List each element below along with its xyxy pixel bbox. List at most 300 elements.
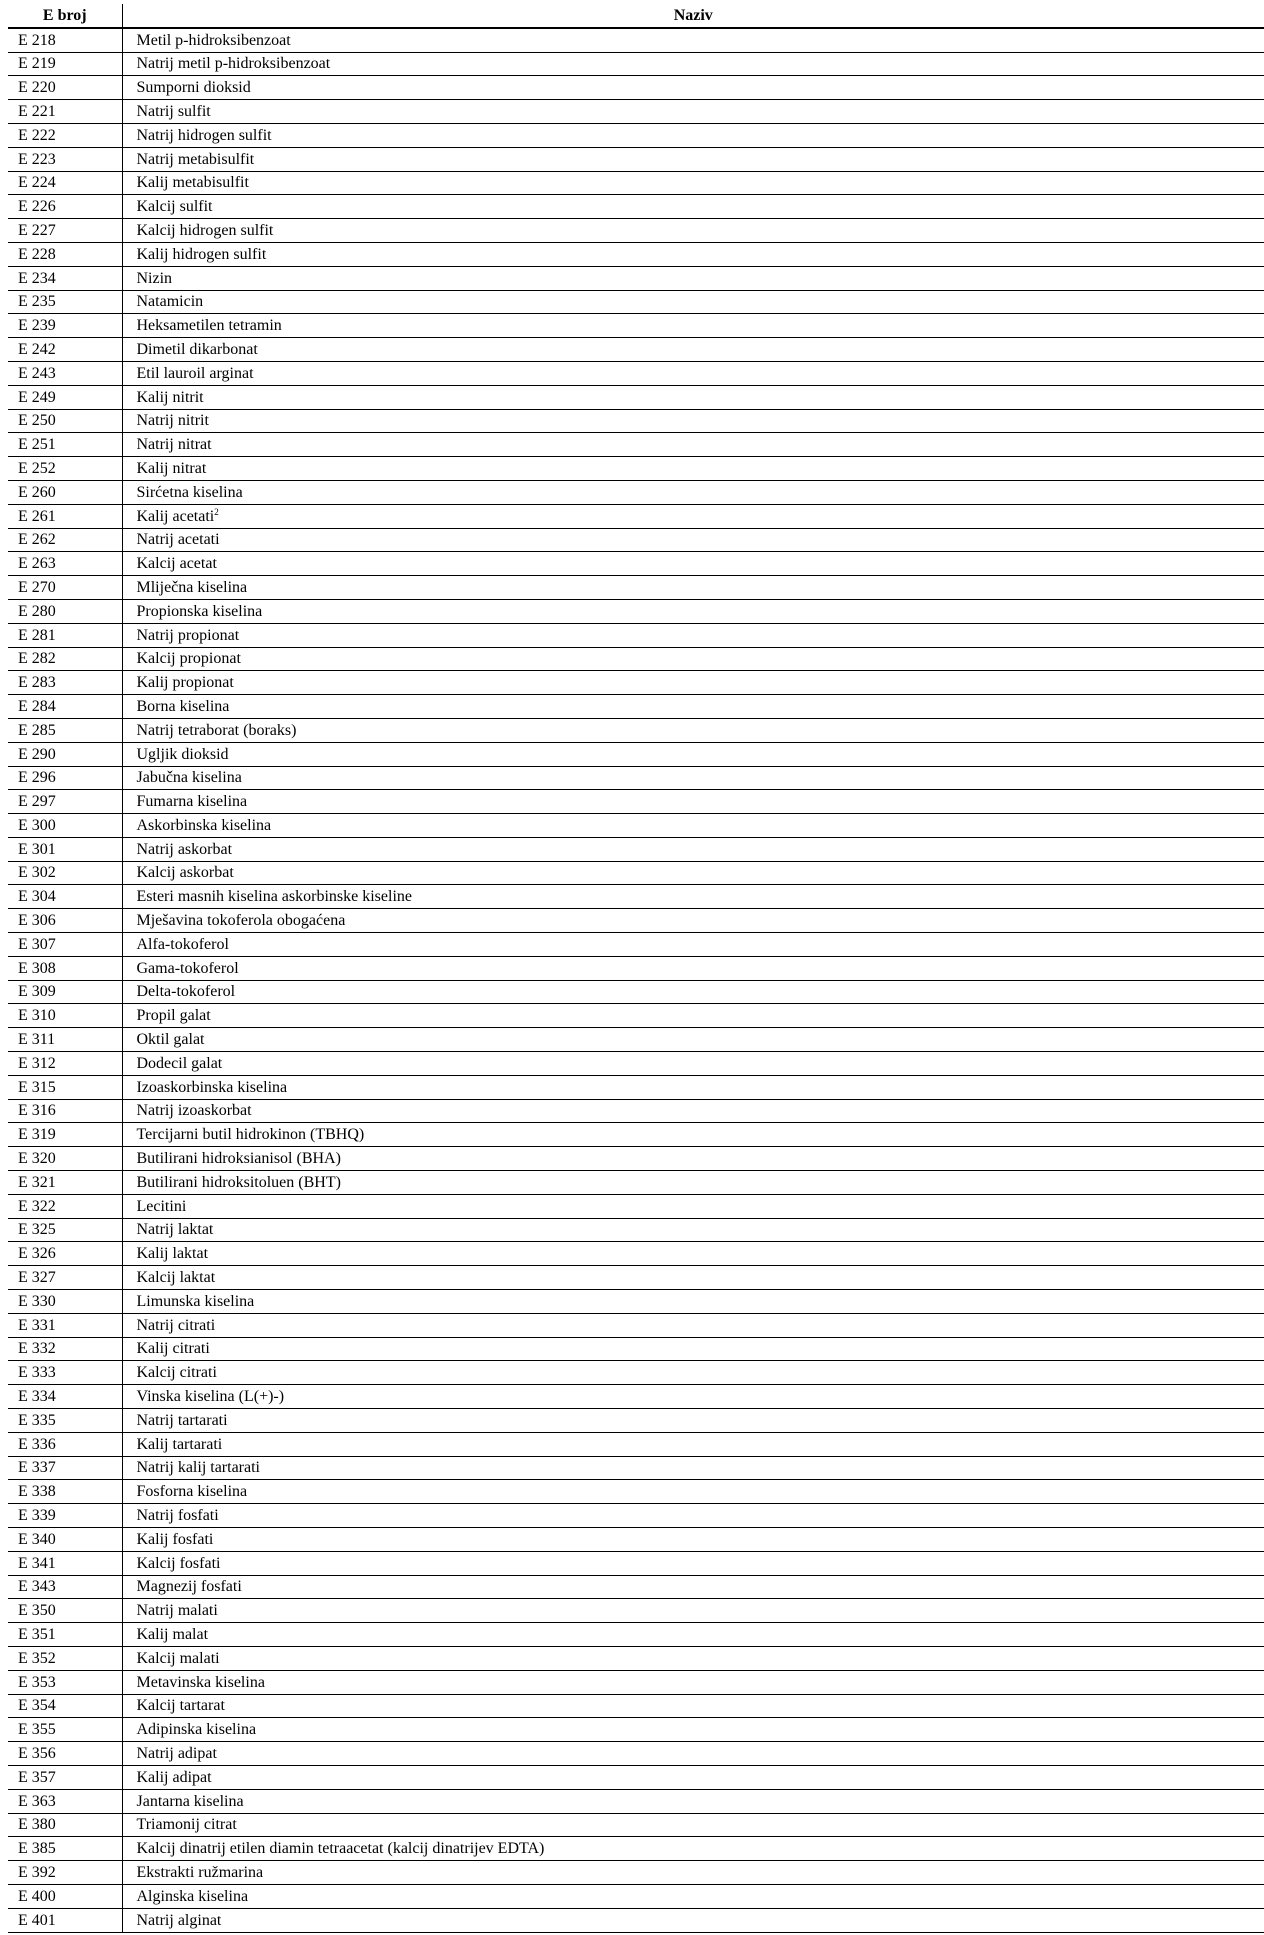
additives-document bbox=[8, 4, 1264, 1933]
e-number-cell: E 353 bbox=[8, 1670, 122, 1694]
table-row bbox=[8, 1789, 1264, 1813]
table-row bbox=[8, 1123, 1264, 1147]
table-row bbox=[8, 695, 1264, 719]
additive-name: Natrij kalij tartarati bbox=[136, 1459, 260, 1477]
additive-name: Kalcij hidrogen sulfit bbox=[136, 221, 274, 239]
additive-name-cell bbox=[122, 1575, 1264, 1599]
additive-name-cell bbox=[122, 1694, 1264, 1718]
table-row bbox=[8, 552, 1264, 576]
additive-name: Natrij tartarati bbox=[136, 1411, 228, 1429]
additive-name: Heksametilen tetramin bbox=[136, 317, 282, 335]
additive-name-cell bbox=[122, 1789, 1264, 1813]
e-number-cell: E 354 bbox=[8, 1694, 122, 1718]
additive-name-cell bbox=[122, 266, 1264, 290]
table-row bbox=[8, 242, 1264, 266]
table-row bbox=[8, 100, 1264, 124]
e-number-cell: E 316 bbox=[8, 1099, 122, 1123]
additive-name: Natrij metabisulfit bbox=[136, 150, 255, 168]
e-number-cell: E 251 bbox=[8, 433, 122, 457]
e-number-cell: E 315 bbox=[8, 1075, 122, 1099]
additive-name: Jantarna kiselina bbox=[136, 1792, 244, 1810]
e-number-cell: E 281 bbox=[8, 623, 122, 647]
table-row bbox=[8, 338, 1264, 362]
additive-name: Natrij hidrogen sulfit bbox=[136, 126, 272, 144]
table-row bbox=[8, 599, 1264, 623]
additive-name: Kalcij askorbat bbox=[136, 864, 234, 882]
additive-name: Esteri masnih kiselina askorbinske kiseline bbox=[136, 888, 412, 906]
e-number-cell: E 332 bbox=[8, 1337, 122, 1361]
additive-name-cell bbox=[122, 1385, 1264, 1409]
e-number-cell: E 270 bbox=[8, 576, 122, 600]
additive-name-cell bbox=[122, 1432, 1264, 1456]
additive-name-cell bbox=[122, 1837, 1264, 1861]
additive-name-cell bbox=[122, 195, 1264, 219]
additive-name: Fumarna kiselina bbox=[136, 793, 248, 811]
e-number-cell: E 335 bbox=[8, 1409, 122, 1433]
additive-name-cell bbox=[122, 1646, 1264, 1670]
additive-name: Kalcij acetat bbox=[136, 555, 217, 573]
additive-name-cell bbox=[122, 695, 1264, 719]
additive-name-cell bbox=[122, 1861, 1264, 1885]
e-number-cell: E 400 bbox=[8, 1884, 122, 1908]
additive-name-cell bbox=[122, 552, 1264, 576]
table-row bbox=[8, 219, 1264, 243]
additive-name: Delta-tokoferol bbox=[136, 983, 236, 1001]
additive-name: Butilirani hidroksitoluen (BHT) bbox=[136, 1173, 341, 1191]
e-number-cell: E 401 bbox=[8, 1908, 122, 1932]
additive-name: Kalcij dinatrij etilen diamin tetraacetat (kalcij dinatrijev EDTA) bbox=[136, 1840, 545, 1858]
additive-name: Adipinska kiselina bbox=[136, 1721, 257, 1739]
table-row bbox=[8, 576, 1264, 600]
additive-name: Natrij citrati bbox=[136, 1316, 216, 1334]
table-row bbox=[8, 1742, 1264, 1766]
e-number-cell: E 296 bbox=[8, 766, 122, 790]
additive-name: Natrij nitrat bbox=[136, 436, 212, 454]
additive-name-cell bbox=[122, 52, 1264, 76]
e-number-cell: E 352 bbox=[8, 1646, 122, 1670]
additive-name-cell bbox=[122, 956, 1264, 980]
e-number-cell: E 380 bbox=[8, 1813, 122, 1837]
table-row bbox=[8, 528, 1264, 552]
table-row bbox=[8, 1385, 1264, 1409]
table-row bbox=[8, 1432, 1264, 1456]
additive-name: Sirćetna kiselina bbox=[136, 483, 243, 501]
table-row bbox=[8, 171, 1264, 195]
additive-name-cell bbox=[122, 1718, 1264, 1742]
table-row bbox=[8, 409, 1264, 433]
table-row bbox=[8, 814, 1264, 838]
additive-name-cell bbox=[122, 1171, 1264, 1195]
additive-name-cell bbox=[122, 361, 1264, 385]
table-row bbox=[8, 1884, 1264, 1908]
additive-name-cell bbox=[122, 861, 1264, 885]
e-number-cell: E 250 bbox=[8, 409, 122, 433]
table-row bbox=[8, 1646, 1264, 1670]
additive-name-cell bbox=[122, 909, 1264, 933]
table-row bbox=[8, 1575, 1264, 1599]
additive-name: Mliječna kiselina bbox=[136, 578, 248, 596]
table-row bbox=[8, 195, 1264, 219]
additive-name-cell bbox=[122, 457, 1264, 481]
additive-name-cell bbox=[122, 718, 1264, 742]
e-number-cell: E 221 bbox=[8, 100, 122, 124]
additive-name: Sumporni dioksid bbox=[136, 79, 251, 97]
e-number-cell: E 285 bbox=[8, 718, 122, 742]
e-number-cell: E 336 bbox=[8, 1432, 122, 1456]
e-number-cell: E 263 bbox=[8, 552, 122, 576]
additive-name-cell bbox=[122, 1337, 1264, 1361]
additive-name: Fosforna kiselina bbox=[136, 1483, 248, 1501]
table-row bbox=[8, 52, 1264, 76]
additive-name-cell bbox=[122, 1052, 1264, 1076]
additive-name: Dodecil galat bbox=[136, 1054, 223, 1072]
additive-name: Natrij propionat bbox=[136, 626, 240, 644]
table-row bbox=[8, 956, 1264, 980]
additive-name: Kalcij fosfati bbox=[136, 1554, 221, 1572]
additive-name: Natrij izoaskorbat bbox=[136, 1102, 252, 1120]
additive-name-cell bbox=[122, 1266, 1264, 1290]
e-number-cell: E 297 bbox=[8, 790, 122, 814]
e-number-cell: E 300 bbox=[8, 814, 122, 838]
additive-name-cell bbox=[122, 599, 1264, 623]
table-row bbox=[8, 457, 1264, 481]
e-number-cell: E 392 bbox=[8, 1861, 122, 1885]
additive-name-cell bbox=[122, 1884, 1264, 1908]
additive-name: Gama-tokoferol bbox=[136, 959, 239, 977]
e-number-cell: E 249 bbox=[8, 385, 122, 409]
e-number-cell: E 309 bbox=[8, 980, 122, 1004]
additive-name-cell bbox=[122, 433, 1264, 457]
e-number-cell: E 226 bbox=[8, 195, 122, 219]
e-number-cell: E 222 bbox=[8, 123, 122, 147]
table-row bbox=[8, 1194, 1264, 1218]
additive-name: Alginska kiselina bbox=[136, 1887, 249, 1905]
e-number-cell: E 385 bbox=[8, 1837, 122, 1861]
footnote-marker: 2 bbox=[214, 506, 219, 517]
e-number-cell: E 350 bbox=[8, 1599, 122, 1623]
e-number-cell: E 235 bbox=[8, 290, 122, 314]
additive-name-cell bbox=[122, 76, 1264, 100]
table-row bbox=[8, 647, 1264, 671]
e-number-cell: E 322 bbox=[8, 1194, 122, 1218]
additive-name-cell bbox=[122, 980, 1264, 1004]
additive-name-cell bbox=[122, 742, 1264, 766]
additive-name: Tercijarni butil hidrokinon (TBHQ) bbox=[136, 1126, 365, 1144]
additive-name: Natrij nitrit bbox=[136, 412, 209, 430]
additive-name-cell bbox=[122, 290, 1264, 314]
table-row bbox=[8, 909, 1264, 933]
e-number-cell: E 262 bbox=[8, 528, 122, 552]
e-number-cell: E 290 bbox=[8, 742, 122, 766]
additive-name-cell bbox=[122, 1075, 1264, 1099]
table-row bbox=[8, 1813, 1264, 1837]
additive-name-cell bbox=[122, 1099, 1264, 1123]
additive-name: Metavinska kiselina bbox=[136, 1673, 265, 1691]
additive-name-cell bbox=[122, 1409, 1264, 1433]
additive-name-cell bbox=[122, 1290, 1264, 1314]
table-row bbox=[8, 1504, 1264, 1528]
table-row bbox=[8, 361, 1264, 385]
e-number-cell: E 355 bbox=[8, 1718, 122, 1742]
additive-name-cell bbox=[122, 100, 1264, 124]
table-row bbox=[8, 1599, 1264, 1623]
additive-name: Ekstrakti ružmarina bbox=[136, 1863, 264, 1881]
additive-name: Propil galat bbox=[136, 1007, 211, 1025]
additive-name: Kalcij tartarat bbox=[136, 1697, 225, 1715]
additives-table bbox=[8, 4, 1264, 1933]
additive-name: Natrij metil p-hidroksibenzoat bbox=[136, 55, 331, 73]
additive-name-cell bbox=[122, 504, 1264, 528]
additive-name: Natrij acetati bbox=[136, 531, 220, 549]
table-row bbox=[8, 123, 1264, 147]
table-row bbox=[8, 1147, 1264, 1171]
e-number-cell: E 220 bbox=[8, 76, 122, 100]
additive-name: Borna kiselina bbox=[136, 697, 230, 715]
additive-name-cell bbox=[122, 933, 1264, 957]
e-number-cell: E 307 bbox=[8, 933, 122, 957]
e-number-cell: E 325 bbox=[8, 1218, 122, 1242]
additive-name-cell bbox=[122, 1242, 1264, 1266]
additive-name: Natrij adipat bbox=[136, 1744, 217, 1762]
additive-name-cell bbox=[122, 1147, 1264, 1171]
additive-name: Kalij adipat bbox=[136, 1768, 212, 1786]
additive-name: Kalcij sulfit bbox=[136, 198, 213, 216]
table-row bbox=[8, 504, 1264, 528]
e-number-cell: E 337 bbox=[8, 1456, 122, 1480]
header-row bbox=[8, 4, 1264, 28]
e-number-cell: E 338 bbox=[8, 1480, 122, 1504]
additive-name-cell bbox=[122, 1908, 1264, 1932]
additive-name-cell bbox=[122, 1813, 1264, 1837]
additive-name: Natrij fosfati bbox=[136, 1507, 219, 1524]
table-row bbox=[8, 1623, 1264, 1647]
additive-name: Kalij acetati bbox=[136, 507, 215, 525]
table-row bbox=[8, 1075, 1264, 1099]
e-number-cell: E 302 bbox=[8, 861, 122, 885]
table-row bbox=[8, 1765, 1264, 1789]
additive-name: Natrij alginat bbox=[136, 1911, 222, 1929]
additive-name-cell bbox=[122, 1004, 1264, 1028]
additive-name-cell bbox=[122, 814, 1264, 838]
e-number-cell: E 330 bbox=[8, 1290, 122, 1314]
table-row bbox=[8, 1528, 1264, 1552]
additive-name-cell bbox=[122, 1528, 1264, 1552]
e-number-cell: E 308 bbox=[8, 956, 122, 980]
table-row bbox=[8, 1313, 1264, 1337]
additive-name-cell bbox=[122, 1361, 1264, 1385]
e-number-cell: E 312 bbox=[8, 1052, 122, 1076]
additive-name-cell bbox=[122, 623, 1264, 647]
e-number-cell: E 280 bbox=[8, 599, 122, 623]
e-number-cell: E 243 bbox=[8, 361, 122, 385]
table-row bbox=[8, 1337, 1264, 1361]
additive-name-cell bbox=[122, 1504, 1264, 1528]
additive-name-cell bbox=[122, 28, 1264, 52]
table-row bbox=[8, 290, 1264, 314]
table-row bbox=[8, 1242, 1264, 1266]
additive-name-cell bbox=[122, 1670, 1264, 1694]
additive-name: Kalij fosfati bbox=[136, 1530, 214, 1548]
additive-name: Magnezij fosfati bbox=[136, 1578, 242, 1596]
table-row bbox=[8, 1837, 1264, 1861]
table-row bbox=[8, 1099, 1264, 1123]
table-row bbox=[8, 1718, 1264, 1742]
column-header-name: Naziv bbox=[122, 4, 1264, 28]
additive-name: Jabučna kiselina bbox=[136, 769, 242, 787]
additive-name-cell bbox=[122, 409, 1264, 433]
e-number-cell: E 239 bbox=[8, 314, 122, 338]
additive-name: Nizin bbox=[136, 269, 173, 287]
additive-name: Kalij hidrogen sulfit bbox=[136, 245, 267, 263]
additive-name-cell bbox=[122, 242, 1264, 266]
additive-name: Natrij askorbat bbox=[136, 840, 233, 858]
additive-name: Alfa-tokoferol bbox=[136, 935, 229, 953]
additive-name-cell bbox=[122, 123, 1264, 147]
table-row bbox=[8, 1670, 1264, 1694]
e-number-cell: E 228 bbox=[8, 242, 122, 266]
additive-name-cell bbox=[122, 385, 1264, 409]
additive-name: Mješavina tokoferola obogaćena bbox=[136, 912, 346, 930]
e-number-cell: E 223 bbox=[8, 147, 122, 171]
e-number-cell: E 327 bbox=[8, 1266, 122, 1290]
e-number-cell: E 363 bbox=[8, 1789, 122, 1813]
e-number-cell: E 283 bbox=[8, 671, 122, 695]
additive-name-cell bbox=[122, 1313, 1264, 1337]
table-row bbox=[8, 147, 1264, 171]
additive-name: Askorbinska kiselina bbox=[136, 816, 272, 834]
additive-name-cell bbox=[122, 576, 1264, 600]
additive-name: Natrij malati bbox=[136, 1602, 218, 1620]
table-row bbox=[8, 623, 1264, 647]
additive-name-cell bbox=[122, 1194, 1264, 1218]
table-row bbox=[8, 480, 1264, 504]
additive-name-cell bbox=[122, 314, 1264, 338]
e-number-cell: E 310 bbox=[8, 1004, 122, 1028]
e-number-cell: E 306 bbox=[8, 909, 122, 933]
e-number-cell: E 331 bbox=[8, 1313, 122, 1337]
additive-name-cell bbox=[122, 1765, 1264, 1789]
e-number-cell: E 311 bbox=[8, 1028, 122, 1052]
additive-name: Limunska kiselina bbox=[136, 1292, 255, 1310]
additive-name: Butilirani hidroksianisol (BHA) bbox=[136, 1150, 341, 1168]
additive-name-cell bbox=[122, 647, 1264, 671]
additive-name: Kalij laktat bbox=[136, 1245, 209, 1263]
e-number-cell: E 333 bbox=[8, 1361, 122, 1385]
additive-name: Natrij laktat bbox=[136, 1221, 214, 1239]
additive-name-cell bbox=[122, 1551, 1264, 1575]
additive-name: Etil lauroil arginat bbox=[136, 364, 254, 382]
additive-name: Dimetil dikarbonat bbox=[136, 340, 258, 358]
e-number-cell: E 339 bbox=[8, 1504, 122, 1528]
additive-name-cell bbox=[122, 671, 1264, 695]
e-number-cell: E 260 bbox=[8, 480, 122, 504]
e-number-cell: E 356 bbox=[8, 1742, 122, 1766]
table-row bbox=[8, 1694, 1264, 1718]
table-row bbox=[8, 1456, 1264, 1480]
table-row bbox=[8, 314, 1264, 338]
table-row bbox=[8, 933, 1264, 957]
additive-name-cell bbox=[122, 885, 1264, 909]
additive-name: Oktil galat bbox=[136, 1031, 205, 1049]
e-number-cell: E 340 bbox=[8, 1528, 122, 1552]
additive-name: Kalij citrati bbox=[136, 1340, 210, 1358]
additive-name: Kalij malat bbox=[136, 1625, 209, 1643]
additive-name: Kalij nitrat bbox=[136, 459, 207, 477]
e-number-cell: E 227 bbox=[8, 219, 122, 243]
additive-name: Natamicin bbox=[136, 293, 204, 311]
table-row bbox=[8, 266, 1264, 290]
e-number-cell: E 319 bbox=[8, 1123, 122, 1147]
additive-name: Kalcij laktat bbox=[136, 1269, 216, 1287]
table-row bbox=[8, 861, 1264, 885]
additive-name-cell bbox=[122, 1480, 1264, 1504]
table-row bbox=[8, 1028, 1264, 1052]
additive-name: Propionska kiselina bbox=[136, 602, 263, 620]
e-number-cell: E 219 bbox=[8, 52, 122, 76]
table-row bbox=[8, 433, 1264, 457]
e-number-cell: E 224 bbox=[8, 171, 122, 195]
table-body bbox=[8, 28, 1264, 1932]
additive-name-cell bbox=[122, 837, 1264, 861]
table-row bbox=[8, 1290, 1264, 1314]
e-number-cell: E 282 bbox=[8, 647, 122, 671]
additive-name: Kalij propionat bbox=[136, 674, 234, 692]
additive-name: Vinska kiselina (L(+)-) bbox=[136, 1388, 285, 1406]
table-row bbox=[8, 766, 1264, 790]
e-number-cell: E 234 bbox=[8, 266, 122, 290]
e-number-cell: E 351 bbox=[8, 1623, 122, 1647]
table-row bbox=[8, 1861, 1264, 1885]
table-row bbox=[8, 1551, 1264, 1575]
additive-name: Kalij nitrit bbox=[136, 388, 204, 406]
e-number-cell: E 343 bbox=[8, 1575, 122, 1599]
additive-name: Kalcij malati bbox=[136, 1649, 220, 1667]
e-number-cell: E 304 bbox=[8, 885, 122, 909]
additive-name: Kalij tartarati bbox=[136, 1435, 223, 1453]
table-row bbox=[8, 790, 1264, 814]
e-number-cell: E 320 bbox=[8, 1147, 122, 1171]
e-number-cell: E 334 bbox=[8, 1385, 122, 1409]
e-number-cell: E 261 bbox=[8, 504, 122, 528]
additive-name-cell bbox=[122, 1599, 1264, 1623]
additive-name-cell bbox=[122, 1456, 1264, 1480]
additive-name-cell bbox=[122, 480, 1264, 504]
table-row bbox=[8, 1052, 1264, 1076]
additive-name: Kalcij propionat bbox=[136, 650, 241, 668]
table-row bbox=[8, 28, 1264, 52]
e-number-cell: E 326 bbox=[8, 1242, 122, 1266]
table-row bbox=[8, 1218, 1264, 1242]
column-header-code: E broj bbox=[8, 4, 122, 28]
additive-name: Kalij metabisulfit bbox=[136, 174, 249, 192]
e-number-cell: E 301 bbox=[8, 837, 122, 861]
additive-name-cell bbox=[122, 528, 1264, 552]
e-number-cell: E 284 bbox=[8, 695, 122, 719]
table-row bbox=[8, 718, 1264, 742]
additive-name-cell bbox=[122, 171, 1264, 195]
additive-name-cell bbox=[122, 1623, 1264, 1647]
table-row bbox=[8, 1908, 1264, 1932]
table-row bbox=[8, 385, 1264, 409]
additive-name-cell bbox=[122, 1028, 1264, 1052]
e-number-cell: E 321 bbox=[8, 1171, 122, 1195]
e-number-cell: E 357 bbox=[8, 1765, 122, 1789]
e-number-cell: E 218 bbox=[8, 28, 122, 52]
additive-name: Natrij sulfit bbox=[136, 102, 211, 120]
additive-name: Lecitini bbox=[136, 1197, 187, 1215]
additive-name-cell bbox=[122, 338, 1264, 362]
table-row bbox=[8, 837, 1264, 861]
